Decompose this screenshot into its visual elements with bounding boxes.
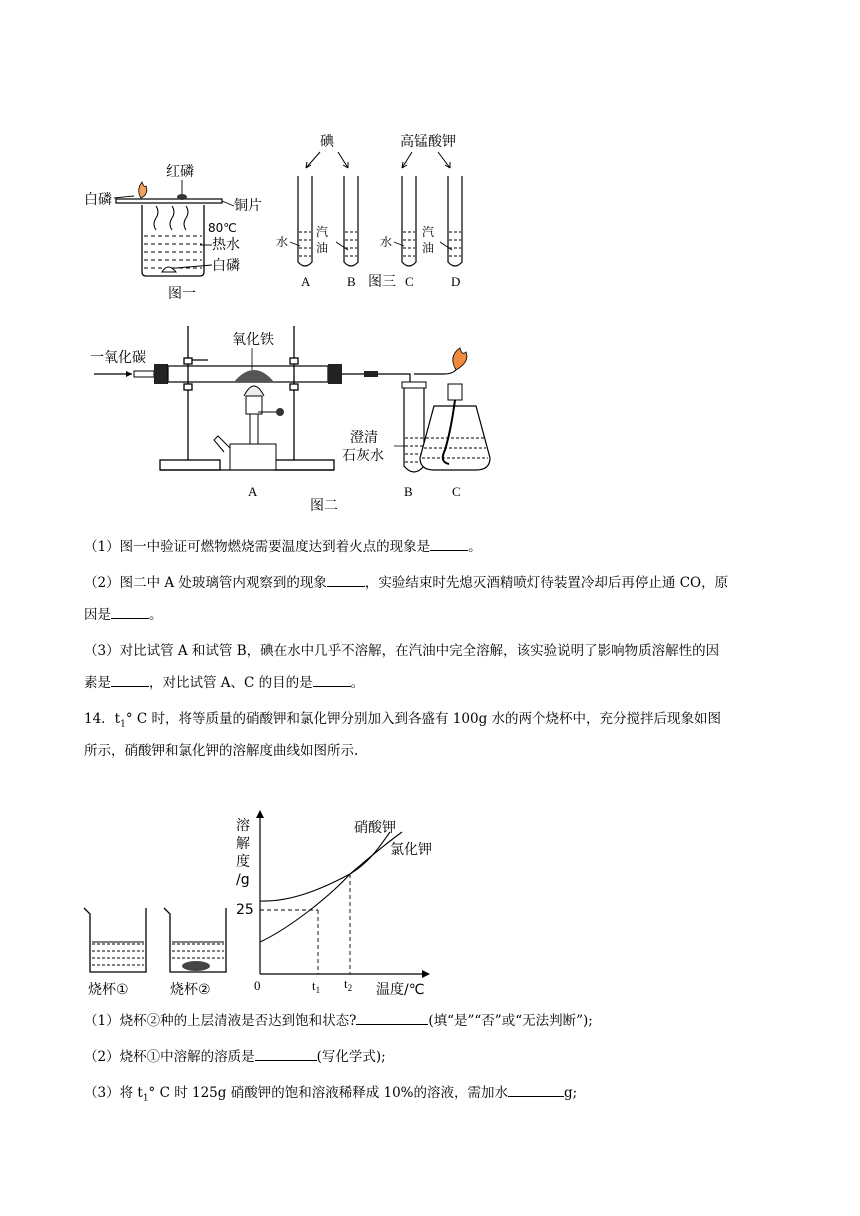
alcohol-blast-lamp	[230, 444, 276, 470]
q13-part1: （1）图一中验证可燃物燃烧需要温度达到着火点的现象是 。	[84, 539, 482, 555]
q13-part2-cont: 因是 。	[84, 607, 163, 623]
burning-flame-icon	[453, 348, 467, 370]
x-axis-arrow-icon	[422, 970, 430, 978]
hot-water-label: 热水	[212, 237, 240, 253]
figure-2-caption: 图二	[310, 498, 338, 514]
figure-3-caption: 图三	[368, 274, 396, 290]
tube-c-label: C	[405, 274, 414, 289]
q14-part1: （1）烧杯②种的上层清液是否达到饱和状态? (填“是”“否”或“无法判断”);	[84, 1013, 593, 1029]
y-label-char-3: 度	[236, 854, 250, 870]
flame-icon	[244, 386, 264, 396]
q13-part3: （3）对比试管 A 和试管 B，碘在水中几乎不溶解，在汽油中完全溶解，该实验说明了影响物质溶解性的因	[84, 643, 720, 659]
red-phosphorus-label: 红磷	[166, 164, 194, 180]
solubility-chart	[230, 804, 450, 1000]
q13-part2: （2）图二中 A 处玻璃管内观察到的现象 ，实验结束时先熄灭酒精喷灯待装置冷却后再停止通 CO，原	[84, 575, 729, 591]
water-c-label: 水	[380, 235, 393, 249]
copper-sheet	[116, 199, 222, 203]
series-kno3-line	[260, 832, 390, 901]
x-tick-t2: $t_2$	[344, 976, 353, 993]
beakers-figure	[80, 904, 240, 1000]
undissolved-solid-icon	[182, 961, 210, 971]
alcohol-lamp	[420, 406, 490, 470]
answer-blank-5[interactable]	[313, 673, 351, 687]
test-tube-b	[344, 176, 358, 266]
temperature-label: 80℃	[208, 221, 237, 235]
legend-kcl: 氯化钾	[390, 842, 432, 858]
stopper-left	[154, 364, 168, 384]
iodine-label: 碘	[320, 134, 334, 150]
gasoline-b-label-1: 汽	[316, 225, 329, 239]
beaker-1-icon	[84, 908, 146, 972]
answer-blank-2[interactable]	[327, 573, 365, 587]
q14-part3: （3）将 $t_1^\circ$ C 时 125g 硝酸钾的饱和溶液稀释成 10%的溶液，需加水 g;	[84, 1085, 578, 1104]
q13-part3-cont: 素是 ，对比试管 A、C 的目的是 。	[84, 675, 365, 691]
white-phosphorus-label: 白磷	[84, 192, 112, 208]
beaker-2-label: 烧杯②	[170, 982, 211, 998]
tube-d-label: D	[451, 274, 461, 289]
answer-blank-7[interactable]	[255, 1047, 317, 1061]
water-a-label: 水	[276, 235, 289, 249]
hot-water	[144, 236, 202, 268]
figure-1-caption: 图一	[168, 286, 196, 302]
y-axis-arrow-icon	[256, 810, 264, 818]
beaker-1-label: 烧杯①	[88, 982, 129, 998]
limewater-label-1: 澄清	[350, 430, 378, 446]
steam-icon	[154, 206, 188, 230]
y-label-char-2: 解	[236, 836, 250, 852]
arrow-right-icon	[126, 371, 132, 377]
gasoline-d-label-1: 汽	[422, 225, 435, 239]
flame-icon	[139, 182, 147, 198]
gasoline-b-label-2: 油	[316, 241, 329, 255]
stopper-right	[328, 364, 342, 384]
tube-a-label: A	[301, 274, 311, 289]
limewater-label-2: 石灰水	[342, 448, 384, 464]
answer-blank-1[interactable]	[430, 537, 468, 551]
red-phosphorus-icon	[177, 194, 187, 200]
arrow-icons	[306, 152, 450, 168]
y-label-char-4: /g	[236, 872, 250, 888]
white-phosphorus-2-label: 白磷	[212, 258, 240, 274]
q14-stem-cont: 所示，硝酸钾和氯化钾的溶解度曲线如图所示.	[84, 743, 359, 759]
kmno4-label: 高锰酸钾	[400, 134, 456, 150]
iron-oxide-label: 氧化铁	[232, 332, 274, 348]
device-c-label: C	[452, 484, 461, 499]
figure-3-test-tubes	[268, 128, 488, 298]
answer-blank-6[interactable]	[356, 1011, 428, 1025]
test-tube-c	[402, 176, 416, 266]
y-label-char-1: 溶	[236, 818, 250, 834]
x-tick-t1: $t_1$	[312, 978, 321, 995]
figure-1-combustion	[84, 150, 284, 310]
answer-blank-8[interactable]	[508, 1083, 564, 1097]
gasoline-d-label-2: 油	[422, 241, 435, 255]
device-a-label: A	[248, 484, 258, 499]
tube-b-label: B	[347, 274, 356, 289]
co-label: 一氧化碳	[90, 350, 146, 366]
copper-sheet-label: 铜片	[234, 198, 262, 214]
answer-blank-4[interactable]	[111, 673, 149, 687]
answer-blank-3[interactable]	[111, 605, 149, 619]
test-tube-a	[298, 176, 312, 266]
origin-label: 0	[254, 978, 261, 993]
y-tick-25: 25	[236, 902, 254, 918]
device-b-label: B	[404, 484, 413, 499]
figure-2-co-reduction	[84, 318, 504, 518]
legend-kno3: 硝酸钾	[354, 820, 396, 836]
q14-stem: 14．$t_1^\circ$ C 时，将等质量的硝酸钾和氯化钾分别加入到各盛有 100g 水的两个烧杯中，充分搅拌后现象如图	[84, 711, 721, 730]
x-axis-label: 温度/℃	[376, 982, 425, 998]
q14-part2: （2）烧杯①中溶解的溶质是 (写化学式);	[84, 1049, 386, 1065]
test-tube-d	[448, 176, 462, 266]
series-kcl-line	[260, 832, 402, 942]
